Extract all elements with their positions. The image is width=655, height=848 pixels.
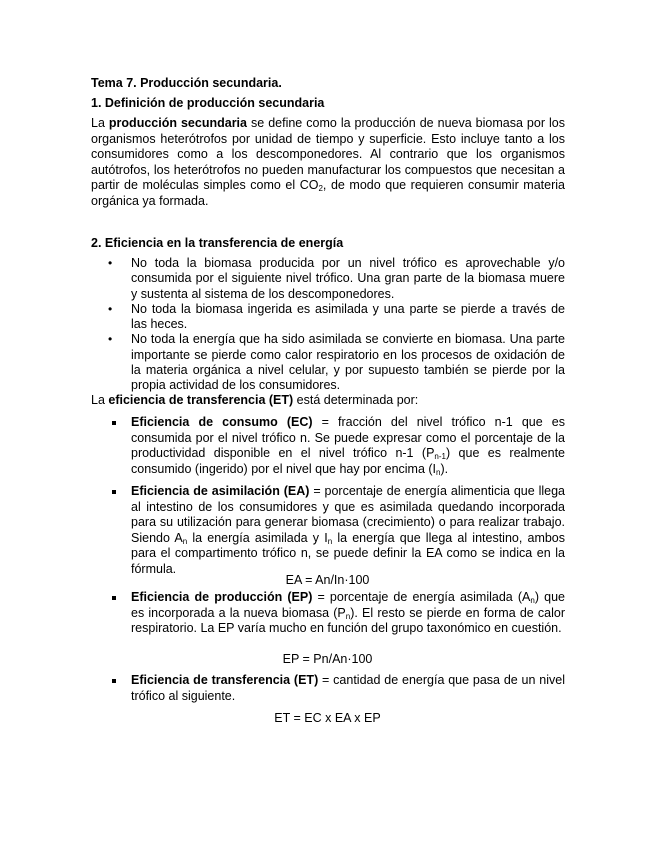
square-bullet-marker: [112, 596, 116, 600]
formula-et: ET = EC x EA x EP: [274, 711, 381, 725]
efficiency-list-ec: [112, 415, 565, 477]
list-item-production-efficiency: Eficiencia de producción (EP) = porcentaje de energía asimilada $(A_n)$ que es incorporada a la nueva biomasa $(P_n)$. El resto se pierde en forma de calor respiratorio. La EP varía mucho en función del grupo taxonómico en cuestión.: [112, 590, 565, 637]
list-item: • No toda la biomasa producida por un nivel trófico es aprovechable y/o consumida por el siguiente nivel trófico. Una gran parte de la biomasa muere y sustenta al sistema de los descomponedores.: [108, 256, 565, 301]
bullet-marker: •: [108, 256, 113, 270]
list-item-transfer-efficiency: Eficiencia de transferencia (ET) = cantidad de energía que pasa de un nivel trófico al siguiente.: [112, 673, 565, 704]
formula-ep: EP = Pn/An·100: [282, 652, 373, 666]
efficiency-intro: La eficiencia de transferencia (ET) está determinada por:: [91, 393, 419, 407]
square-bullet-marker: [112, 490, 116, 494]
section-1-paragraph: La producción secundaria se define como la producción de nueva biomasa por los organismos heterótrofos por unidad de tiempo y superficie. Esto incluye tanto a los consumidores como a los descomponedores. Al contrario que los organismos autótrofos, los heterótrofos no pueden manufacturar los compuestos que necesitan a partir de moléculas simples como el $CO_2$, de modo que requieren consumir materia orgánica ya formada.: [91, 116, 565, 208]
formula-ea: EA = An/In·100: [285, 573, 370, 587]
efficiency-list-ep: [112, 590, 565, 637]
list-item: • No toda la biomasa ingerida es asimilada y una parte se pierde a través de las heces.: [108, 301, 565, 332]
efficiency-list-ea: [112, 484, 565, 577]
document-title: Tema 7. Producción secundaria.: [91, 76, 282, 90]
square-bullet-marker: [112, 679, 116, 683]
square-bullet-marker: [112, 421, 116, 425]
bullet-marker: •: [108, 332, 113, 347]
bullet-marker: •: [108, 301, 113, 316]
energy-loss-list: [108, 256, 565, 394]
list-item-assimilation-efficiency: Eficiencia de asimilación (EA) = porcentaje de energía alimenticia que llega al intestino de los consumidores y que es asimilada quedando incorporada para su utilización para generar biomasa (crecimiento) o para realizar trabajo. Siendo $A_n$ la energía asimilada y $I_n$ la energía que llega al intestino, ambos para el compartimento trófico n, se puede definir la EA como se indica en la fórmula.: [112, 484, 565, 577]
list-item-consumption-efficiency: Eficiencia de consumo (EC) = fracción del nivel trófico n-1 que es consumida por el nivel trófico n. Se puede expresar como el porcentaje de la productividad disponible en el nivel trófico n-1 $(P_{n-1})$ que es realmente consumido (ingerido) por el nivel que hay por encima $(I_n)$.: [112, 415, 565, 477]
efficiency-list-et: [112, 673, 565, 704]
section-2-heading: 2. Eficiencia en la transferencia de energía: [91, 236, 344, 250]
section-1-heading: 1. Definición de producción secundaria: [91, 96, 325, 110]
list-item: • No toda la energía que ha sido asimilada se convierte en biomasa. Una parte importante se pierde como calor respiratorio en los procesos de oxidación de la materia orgánica a nivel celular, y por supuesto también se pierde por la propia actividad de los consumidores.: [108, 332, 565, 393]
